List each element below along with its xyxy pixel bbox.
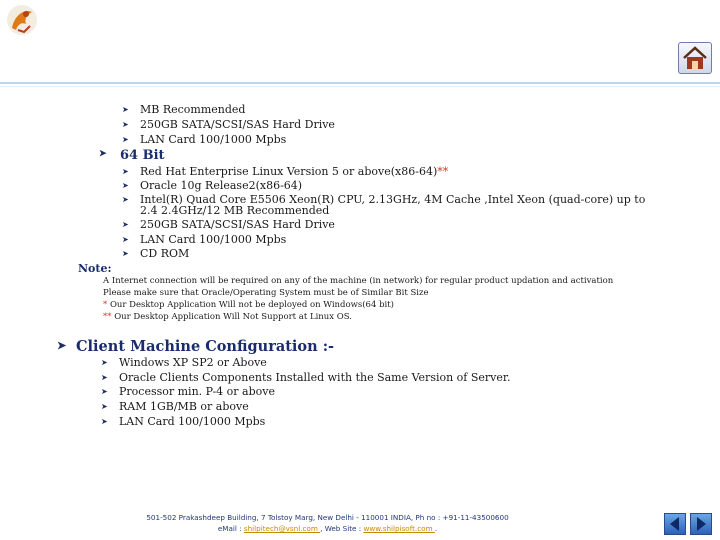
list-item: ➤ RAM 1GB/MB or above — [101, 400, 249, 413]
list-item: ➤ MB Recommended — [122, 103, 246, 116]
email-link[interactable]: shilpitech@vsnl.com — [243, 524, 321, 533]
section-heading-64bit: ➤ 64 Bit — [99, 148, 165, 163]
note-label: Note: — [78, 262, 112, 275]
list-item: ➤ LAN Card 100/1000 Mpbs — [122, 133, 287, 146]
header-rule — [0, 82, 720, 84]
list-item: ➤ Windows XP SP2 or Above — [101, 356, 267, 369]
list-item-continuation: 2.4 2.4GHz/12 MB Recommended — [140, 204, 330, 217]
footer-contact: eMail : shilpitech@vsnl.com , Web Site : www.shilpisoft.com . — [217, 524, 438, 533]
list-item: ➤ 250GB SATA/SCSI/SAS Hard Drive — [122, 218, 335, 231]
list-item: ➤ 250GB SATA/SCSI/SAS Hard Drive — [122, 118, 335, 131]
previous-button[interactable] — [664, 513, 686, 535]
note-line: Please make sure that Oracle/Operating System must be of Similar Bit Size — [103, 288, 429, 298]
arrow-bullet-icon: ➤ — [101, 373, 108, 382]
arrow-bullet-icon: ➤ — [101, 402, 108, 411]
arrow-bullet-icon: ➤ — [101, 387, 108, 396]
section-heading-client: ➤ Client Machine Configuration :- — [57, 338, 335, 355]
list-item: ➤ LAN Card 100/1000 Mpbs — [122, 233, 287, 246]
list-item: ➤ Red Hat Enterprise Linux Version 5 or above(x86-64)** — [122, 165, 449, 178]
arrow-bullet-icon: ➤ — [122, 235, 129, 244]
list-item: ➤ Oracle 10g Release2(x86-64) — [122, 179, 303, 192]
arrow-bullet-icon: ➤ — [122, 220, 129, 229]
note-line: A Internet connection will be required on any of the machine (in network) for regular product updation and activation — [103, 276, 614, 286]
list-item: ➤ Processor min. P-4 or above — [101, 385, 275, 398]
next-button[interactable] — [690, 513, 712, 535]
note-line: * Our Desktop Application Will not be deployed on Windows(64 bit) — [103, 300, 394, 310]
arrow-bullet-icon: ➤ — [122, 249, 129, 258]
arrow-bullet-icon: ➤ — [101, 417, 108, 426]
arrow-bullet-icon: ➤ — [99, 149, 107, 159]
home-icon — [679, 43, 711, 73]
header-rule-light — [0, 86, 720, 87]
home-button[interactable] — [678, 42, 712, 74]
arrow-bullet-icon: ➤ — [122, 120, 129, 129]
arrow-bullet-icon: ➤ — [101, 358, 108, 367]
company-logo-icon — [2, 2, 42, 38]
footer-address: 501-502 Prakashdeep Building, 7 Tolstoy Marg, New Delhi - 110001 INDIA, Ph no : +91-11-43500600 — [146, 513, 509, 522]
previous-arrow-icon — [665, 514, 685, 534]
arrow-bullet-icon: ➤ — [122, 105, 129, 114]
footer — [90, 512, 565, 534]
arrow-bullet-icon: ➤ — [122, 181, 129, 190]
list-item: ➤ Oracle Clients Components Installed with the Same Version of Server. — [101, 371, 511, 384]
arrow-bullet-icon: ➤ — [122, 167, 129, 176]
list-item: ➤ LAN Card 100/1000 Mpbs — [101, 415, 266, 428]
arrow-bullet-icon: ➤ — [57, 339, 67, 352]
note-line: ** Our Desktop Application Will Not Support at Linux OS. — [103, 312, 352, 322]
website-link[interactable]: www.shilpisoft.com — [363, 524, 435, 533]
arrow-bullet-icon: ➤ — [122, 135, 129, 144]
next-arrow-icon — [691, 514, 711, 534]
arrow-bullet-icon: ➤ — [122, 195, 129, 204]
list-item: ➤ CD ROM — [122, 247, 190, 260]
list-item: ➤ Intel(R) Quad Core E5506 Xeon(R) CPU, 2.13GHz, 4M Cache ,Intel Xeon (quad-core) up to — [122, 193, 646, 206]
